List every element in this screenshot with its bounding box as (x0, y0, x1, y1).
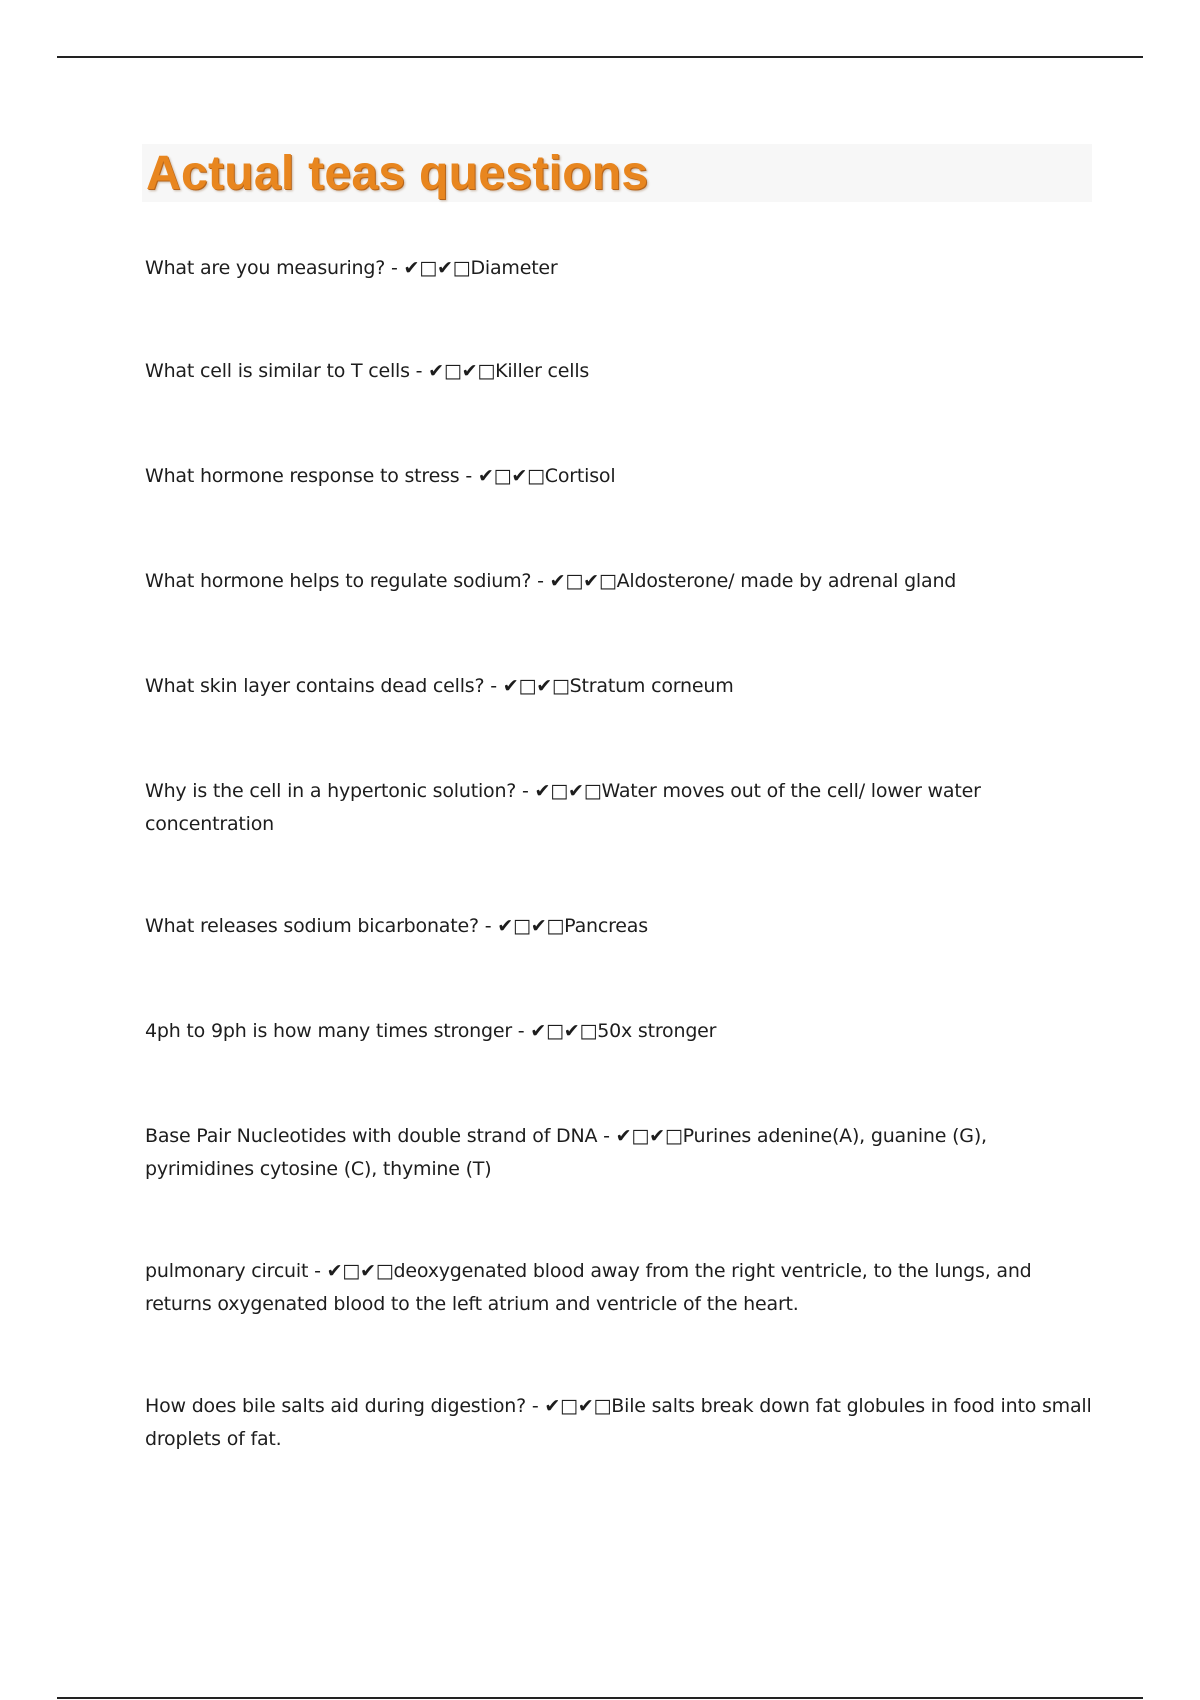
question-text: How does bile salts aid during digestion? - (145, 1395, 539, 1417)
check-marks: ✔□✔□ (403, 257, 471, 279)
answer-text: deoxygenated blood away from the right ventricle, to the lungs, and returns oxygenated blood to the left atrium and ventricle of the heart. (145, 1260, 1032, 1315)
qa-item (145, 252, 1095, 285)
answer-text: Stratum corneum (569, 675, 734, 697)
qa-item (145, 670, 1095, 703)
qa-item (145, 1015, 1095, 1048)
answer-text: Cortisol (544, 465, 616, 487)
check-marks: ✔□✔□ (477, 465, 545, 487)
question-text: What releases sodium bicarbonate? - (145, 915, 492, 937)
check-marks: ✔□✔□ (615, 1125, 683, 1147)
page-title: Actual teas questions (146, 147, 649, 200)
question-text: What skin layer contains dead cells? - (145, 675, 497, 697)
check-marks: ✔□✔□ (502, 675, 570, 697)
check-marks: ✔□✔□ (534, 780, 602, 802)
check-marks: ✔□✔□ (497, 915, 565, 937)
check-marks: ✔□✔□ (544, 1395, 612, 1417)
footer-rule (57, 1697, 1143, 1699)
answer-text: Pancreas (564, 915, 648, 937)
question-text: 4ph to 9ph is how many times stronger - (145, 1020, 525, 1042)
check-marks: ✔□✔□ (428, 360, 496, 382)
answer-text: 50x stronger (597, 1020, 717, 1042)
answer-text: Water moves out of the cell/ lower water concentration (145, 780, 981, 835)
check-marks: ✔□✔□ (326, 1260, 394, 1282)
answer-text: Diameter (470, 257, 558, 279)
question-text: Why is the cell in a hypertonic solution? - (145, 780, 529, 802)
header-rule (57, 56, 1143, 58)
question-text: What are you measuring? - (145, 257, 398, 279)
qa-item (145, 910, 1095, 943)
question-text: What cell is similar to T cells - (145, 360, 423, 382)
check-marks: ✔□✔□ (549, 570, 617, 592)
question-text: What hormone helps to regulate sodium? - (145, 570, 544, 592)
answer-text: Bile salts break down fat globules in food into small droplets of fat. (145, 1395, 1092, 1450)
question-text: What hormone response to stress - (145, 465, 472, 487)
answer-text: Purines adenine(A), guanine (G), pyrimidines cytosine (C), thymine (T) (145, 1125, 987, 1180)
check-marks: ✔□✔□ (530, 1020, 598, 1042)
qa-item (145, 460, 1095, 493)
qa-item (145, 1255, 1095, 1321)
question-text: pulmonary circuit - (145, 1260, 321, 1282)
question-text: Base Pair Nucleotides with double strand of DNA - (145, 1125, 610, 1147)
qa-item (145, 1120, 1095, 1186)
qa-item (145, 355, 1095, 388)
qa-item (145, 775, 1095, 841)
qa-item (145, 565, 1095, 598)
answer-text: Aldosterone/ made by adrenal gland (616, 570, 957, 592)
answer-text: Killer cells (495, 360, 590, 382)
qa-item (145, 1390, 1095, 1456)
